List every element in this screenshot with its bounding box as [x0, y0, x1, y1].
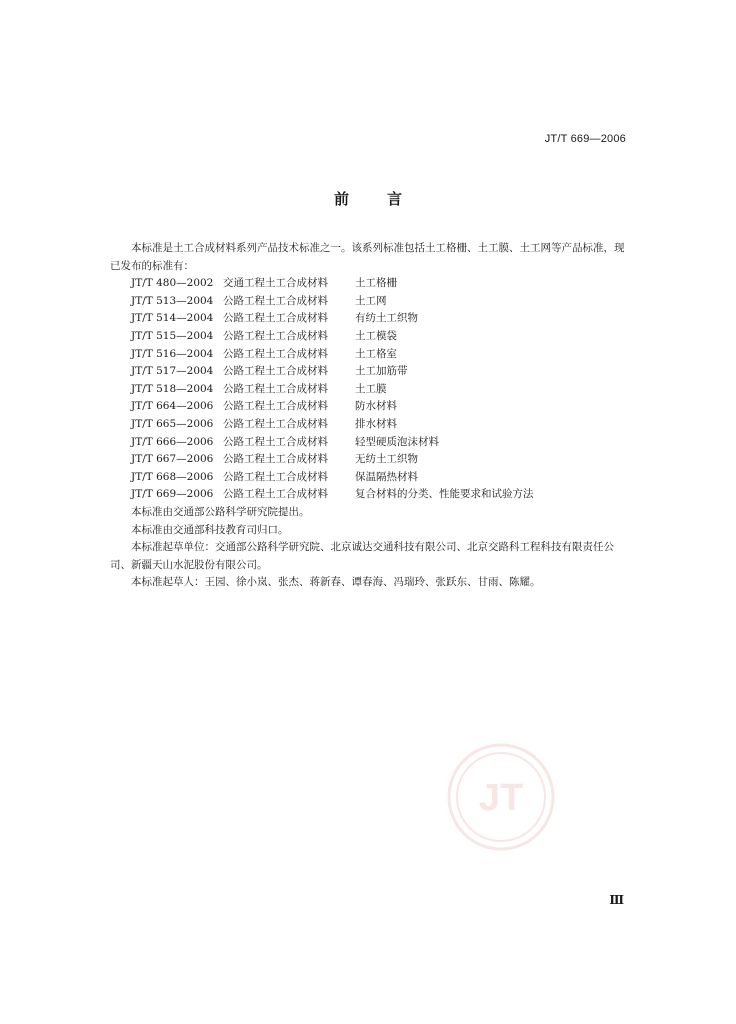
standard-code: JT/T 516—2004: [131, 347, 214, 360]
standard-code: JT/T 668—2006: [131, 470, 214, 483]
standard-item: [110, 416, 630, 434]
standard-name: 土工膜: [355, 382, 387, 395]
standard-code: JT/T 517—2004: [131, 365, 214, 378]
page-title: [0, 188, 736, 209]
standard-name: 有纺土工织物: [355, 312, 418, 325]
standard-code: JT/T 514—2004: [131, 312, 214, 325]
standard-name: 土工加筋带: [355, 365, 408, 378]
standard-name: 土工模袋: [355, 329, 397, 342]
standard-category: 公路工程土工合成材料: [223, 470, 328, 483]
standard-item: [110, 293, 630, 311]
standard-category: 公路工程土工合成材料: [223, 294, 328, 307]
standard-code: JT/T 667—2006: [131, 453, 214, 466]
title-char-1: 前: [333, 190, 349, 208]
standard-item: [110, 469, 630, 487]
standard-code: JT/T 669—2006: [131, 488, 214, 501]
standard-item: [110, 346, 630, 364]
standard-category: 交通工程土工合成材料: [223, 277, 328, 290]
standard-category: 公路工程土工合成材料: [223, 365, 328, 378]
standard-category: 公路工程土工合成材料: [223, 400, 328, 413]
drafters-paragraph: 本标准起草人：王园、徐小岚、张杰、蒋新春、谭春海、冯瑞玲、张跃东、甘雨、陈耀。: [131, 576, 541, 589]
standard-code: JT/T 666—2006: [131, 435, 214, 448]
standard-name: 土工格室: [355, 347, 397, 360]
document-code: JT/T 669—2006: [544, 133, 626, 145]
standard-item: [110, 398, 630, 416]
proposed-by-paragraph: 本标准由交通部公路科学研究院提出。: [131, 505, 310, 518]
standard-item: [110, 363, 630, 381]
standard-code: JT/T 665—2006: [131, 417, 214, 430]
standard-item: [110, 275, 630, 293]
standard-name: 土工格栅: [355, 277, 397, 290]
standard-name: 保温隔热材料: [355, 470, 418, 483]
standards-list: [110, 275, 630, 504]
watermark-text: JT: [478, 777, 524, 819]
standard-category: 公路工程土工合成材料: [223, 417, 328, 430]
standard-code: JT/T 513—2004: [131, 294, 214, 307]
standard-category: 公路工程土工合成材料: [223, 347, 328, 360]
standard-name: 防水材料: [355, 400, 397, 413]
jt-logo-icon: [446, 742, 556, 852]
managed-by-paragraph: 本标准由交通部科技教育司归口。: [131, 523, 289, 536]
standard-name: 无纺土工织物: [355, 453, 418, 466]
intro-paragraph: 本标准是土工合成材料系列产品技术标准之一。该系列标准包括土工格栅、土工膜、土工网等产品标准，现已发布的标准有：: [110, 242, 625, 272]
drafting-units-paragraph: 本标准起草单位：交通部公路科学研究院、北京诚达交通科技有限公司、北京交路科工程科技有限责任公司、新疆天山水泥股份有限公司。: [110, 541, 614, 571]
standard-category: 公路工程土工合成材料: [223, 453, 328, 466]
standard-name: 排水材料: [355, 417, 397, 430]
standard-code: JT/T 480—2002: [131, 277, 214, 290]
standard-item: [110, 451, 630, 469]
standard-item: [110, 328, 630, 346]
standard-item: [110, 310, 630, 328]
title-char-2: 言: [387, 190, 403, 208]
standard-category: 公路工程土工合成材料: [223, 382, 328, 395]
standard-name: 复合材料的分类、性能要求和试验方法: [355, 488, 534, 501]
standard-category: 公路工程土工合成材料: [223, 312, 328, 325]
standard-code: JT/T 515—2004: [131, 329, 214, 342]
standard-code: JT/T 518—2004: [131, 382, 214, 395]
standard-code: JT/T 664—2006: [131, 400, 214, 413]
standard-item: [110, 486, 630, 504]
standard-item: [110, 381, 630, 399]
standard-category: 公路工程土工合成材料: [223, 435, 328, 448]
standard-name: 轻型硬质泡沫材料: [355, 435, 439, 448]
standard-name: 土工网: [355, 294, 387, 307]
page-number: Ⅲ: [609, 893, 624, 907]
standard-category: 公路工程土工合成材料: [223, 488, 328, 501]
standard-item: [110, 434, 630, 452]
foreword-body: [110, 240, 630, 592]
standard-category: 公路工程土工合成材料: [223, 329, 328, 342]
